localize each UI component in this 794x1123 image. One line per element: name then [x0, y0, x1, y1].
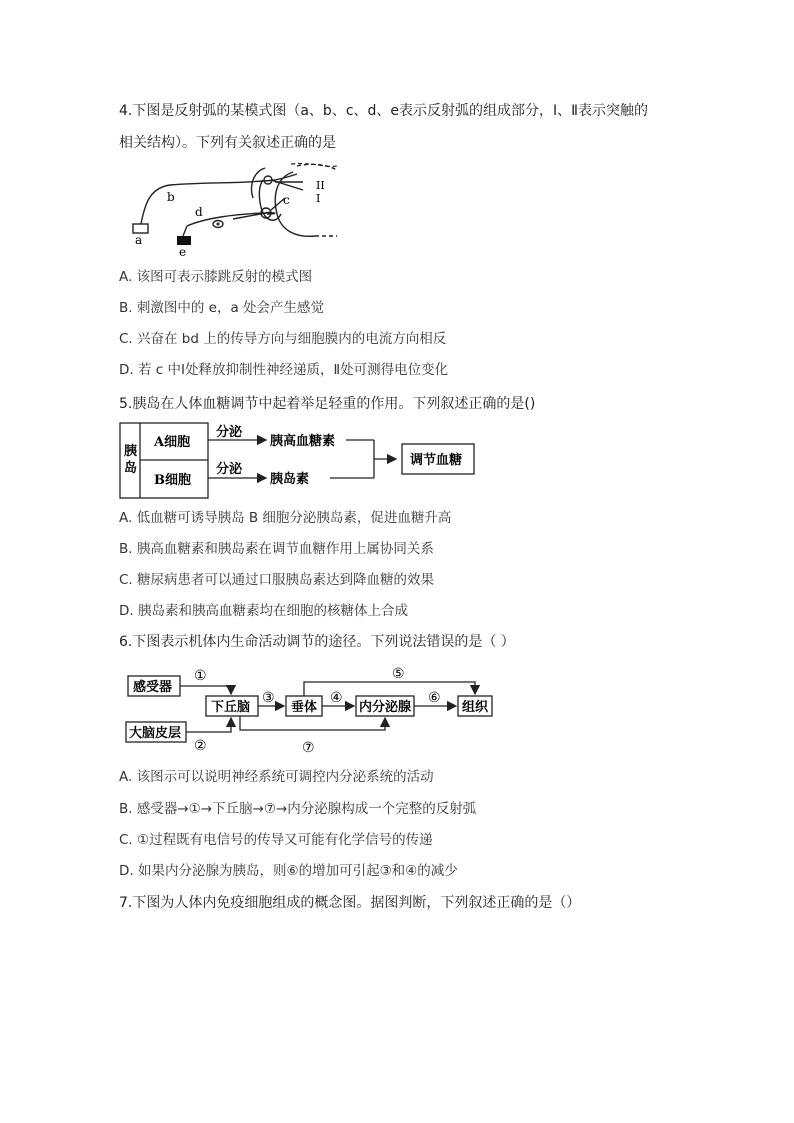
pituitary-label: 垂体: [291, 700, 318, 715]
q5-option-d: D. 胰岛素和胰高血糖素均在细胞的核糖体上合成: [119, 603, 408, 619]
endocrine-label: 内分泌腺: [359, 700, 412, 715]
hypothalamus-label: 下丘脑: [211, 700, 251, 715]
q4-option-a: A. 该图可表示膝跳反射的模式图: [119, 269, 313, 285]
label-a: a: [135, 233, 143, 247]
a-cell-label: A细胞: [154, 435, 191, 450]
secrete-label-2: 分泌: [216, 462, 243, 477]
q6-stem: 6.下图表示机体内生命活动调节的途径。下列说法错误的是（ ）: [119, 634, 515, 650]
q7-stem: 7.下图为人体内免疫细胞组成的概念图。据图判断，下列叙述正确的是（）: [119, 895, 581, 911]
num-4: ④: [330, 690, 343, 706]
q6-option-d: D. 如果内分泌腺为胰岛，则⑥的增加可引起③和④的减少: [119, 863, 458, 879]
b-cell-label: B细胞: [154, 473, 191, 488]
secrete-label-1: 分泌: [216, 425, 243, 440]
q5-stem: 5.胰岛在人体血糖调节中起着举足轻重的作用。下列叙述正确的是(): [119, 396, 536, 412]
tissue-label: 组织: [462, 700, 489, 715]
num-1: ①: [194, 668, 207, 684]
islet-figure: [118, 422, 480, 500]
islet-label-2: 岛: [124, 461, 138, 476]
q6-option-c: C. ①过程既有电信号的传导又可能有化学信号的传递: [119, 832, 433, 848]
cortex-label: 大脑皮层: [129, 726, 182, 741]
num-2: ②: [194, 738, 207, 754]
q4-option-b: B. 刺激图中的 e，a 处会产生感觉: [119, 300, 325, 316]
insulin-label: 胰岛素: [270, 472, 310, 487]
q5-option-a: A. 低血糖可诱导胰岛 B 细胞分泌胰岛素，促进血糖升高: [119, 510, 452, 526]
receptor-label: 感受器: [133, 680, 173, 695]
label-I: I: [316, 192, 321, 205]
q4-option-d: D. 若 c 中Ⅰ处释放抑制性神经递质，Ⅱ处可测得电位变化: [119, 362, 449, 378]
label-b: b: [167, 190, 175, 204]
q5-option-c: C. 糖尿病患者可以通过口服胰岛素达到降血糖的效果: [119, 572, 435, 588]
num-5: ⑤: [392, 666, 405, 682]
q4-stem-line2: 相关结构）。下列有关叙述正确的是: [119, 135, 336, 151]
label-II: II: [316, 179, 325, 192]
glucagon-label: 胰高血糖素: [270, 434, 336, 449]
num-6: ⑥: [428, 690, 441, 706]
q6-option-b: B. 感受器→①→下丘脑→⑦→内分泌腺构成一个完整的反射弧: [119, 801, 477, 817]
num-3: ③: [262, 690, 275, 706]
effector-e-box: [177, 236, 191, 245]
q4-option-c: C. 兴奋在 bd 上的传导方向与细胞膜内的电流方向相反: [119, 331, 447, 347]
receptor-a-box: [133, 224, 148, 233]
reflex-arc-figure: [125, 158, 340, 258]
q5-option-b: B. 胰高血糖素和胰岛素在调节血糖作用上属协同关系: [119, 541, 434, 557]
num-7: ⑦: [302, 740, 315, 756]
regulation-pathway-figure: [124, 660, 504, 760]
label-d: d: [195, 205, 203, 219]
islet-label-1: 胰: [124, 444, 138, 459]
label-e: e: [179, 245, 187, 258]
label-c: c: [283, 193, 290, 207]
q4-stem-line1: 4.下图是反射弧的某模式图（a、b、c、d、e表示反射弧的组成部分，Ⅰ、Ⅱ表示突触的: [119, 103, 649, 119]
q6-option-a: A. 该图示可以说明神经系统可调控内分泌系统的活动: [119, 769, 434, 785]
regulate-glucose-label: 调节血糖: [410, 453, 463, 468]
